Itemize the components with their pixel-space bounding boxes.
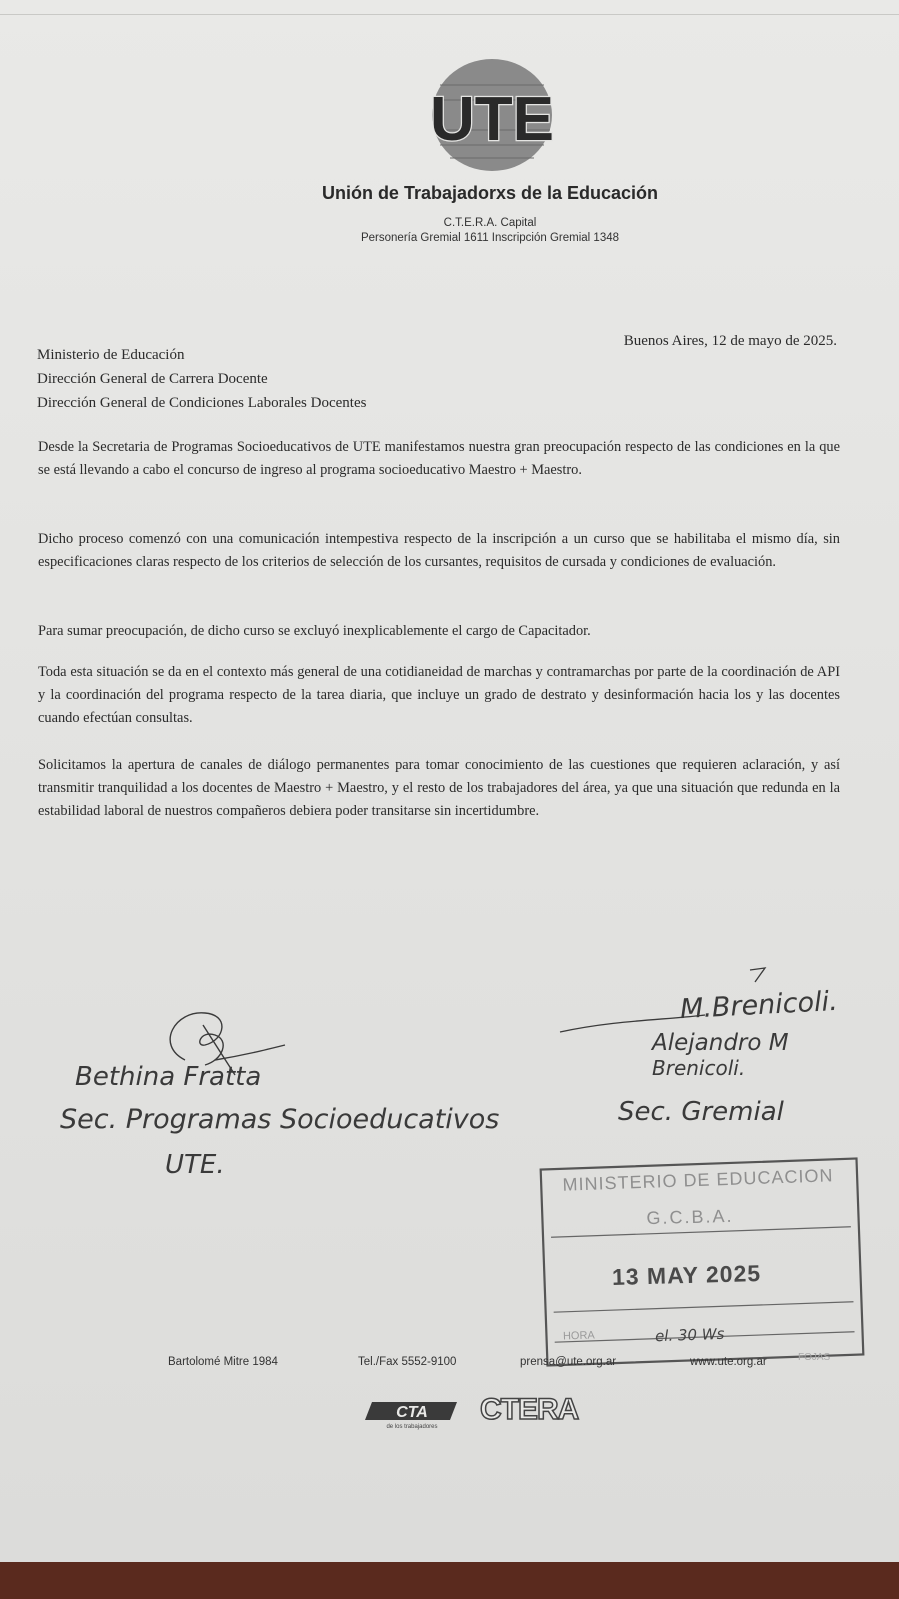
signature-left-role: Sec. Programas Socioeducativos [60,1104,500,1135]
signature-right-scrawl: M.Brenicoli. [679,985,839,1026]
ctera-logo: CTERA [480,1393,579,1426]
org-name: Unión de Trabajadorxs de la Educación [321,183,659,203]
footer-email: prensa@ute.org.ar [520,1356,617,1368]
footer-web: www.ute.org.ar [690,1356,767,1368]
addressee-line: Ministerio de Educación [37,347,185,363]
stamp-date: 13 MAY 2025 [611,1260,762,1290]
org-affiliation: C.T.E.R.A. Capital [443,217,537,229]
body-paragraph: Para sumar preocupación, de dicho curso se excluyó inexplicablemente el cargo de Capacitador. [38,623,591,639]
letter-date: Buenos Aires, 12 de mayo de 2025. [623,333,837,349]
logo-text: UTE [430,85,554,154]
org-registration: Personería Gremial 1611 Inscripción Gremial 1348 [360,232,620,244]
paper-crease [0,14,899,15]
body-paragraph: Solicitamos la apertura de canales de diálogo permanentes para tomar conocimiento de las cuestiones que requieren aclaración, y así transmitir tranquilidad a los docentes de Maestro + Maestro, y el resto de los trabajadores del área, ya que una situación que redunda en la estabilidad laboral de nuestros compañeros debiera poder transitarse sin incertidumbre. [38,757,840,819]
stamp-hora-label: HORA [562,1329,595,1343]
signature-left-name: Bethina Fratta [75,1062,262,1092]
signature-right-name2: Brenicoli. [652,1056,746,1080]
footer-phone: Tel./Fax 5552-9100 [358,1356,457,1368]
footer-address: Bartolomé Mitre 1984 [168,1356,278,1368]
cta-logo-subtext: de los trabajadores [386,1424,438,1430]
stamp-hora-value: el. 30 Ws [654,1324,725,1346]
cta-logo-text: CTA [396,1404,428,1421]
body-paragraph: Desde la Secretaria de Programas Socioeducativos de UTE manifestamos nuestra gran preocupación respecto de las condiciones en la que se está llevando a cabo el concurso de ingreso al programa socioeducativo Maestro + Maestro. [38,439,840,478]
addressee-line: Dirección General de Carrera Docente [37,371,268,387]
signature-right-role: Sec. Gremial [618,1097,784,1127]
signature-left-org: UTE. [165,1150,225,1180]
ute-logo [420,55,565,177]
body-paragraph: Toda esta situación se da en el contexto más general de una cotidianeidad de marchas y contramarchas por parte de la coordinación de API y la coordinación del programa respecto de la tarea diaria, que incluye un grado de destrato y desinformación hacia los y las docentes cuando efectúan consultas. [38,664,840,726]
cta-logo [362,1392,462,1430]
addressee-line: Dirección General de Condiciones Laborales Docentes [37,395,367,411]
body-paragraph: Dicho proceso comenzó con una comunicación intempestiva respecto de la inscripción a un curso que se habilitaba el mismo día, sin especificaciones claras respecto de los criterios de selección de los cursantes, requisitos de cursada y condiciones de evaluación. [38,531,840,570]
stamp-ministry: MINISTERIO DE EDUCACION [562,1165,834,1195]
signature-right-name1: Alejandro M [652,1030,789,1056]
stamp-fojas-label: FOJAS [798,1352,831,1363]
stamp-gcba: G.C.B.A. [646,1205,734,1229]
